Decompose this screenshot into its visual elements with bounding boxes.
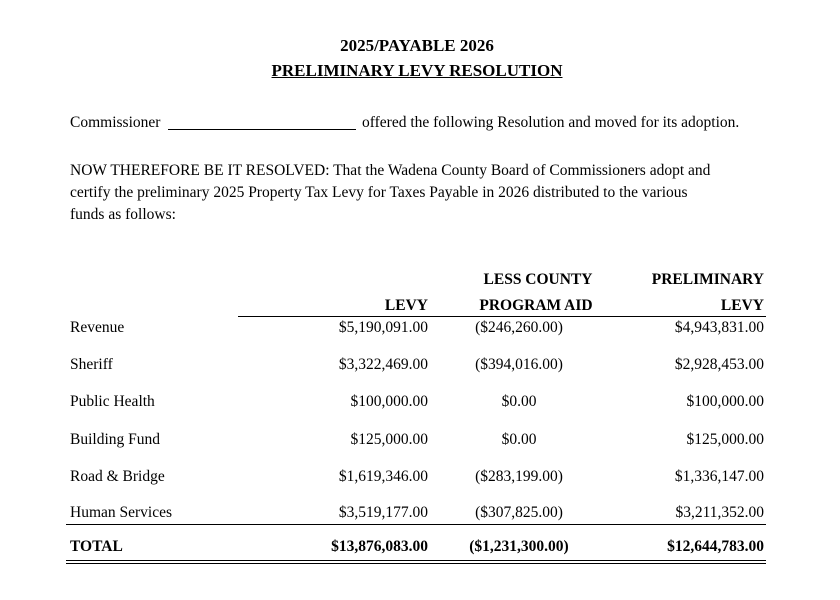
aid-header-line1: LESS COUNTY: [483, 271, 593, 288]
aid-header-line2: PROGRAM AID: [479, 297, 593, 314]
resolution-line-1: NOW THEREFORE BE IT RESOLVED: That the Wadena County Board of Commissioners adopt and: [70, 162, 711, 179]
total-bottom-rule-1: [66, 560, 766, 561]
levy-value: $3,322,469.00: [338, 356, 428, 373]
preliminary-value: $2,928,453.00: [674, 356, 764, 373]
aid-value: ($307,825.00): [475, 504, 563, 521]
header-rule: [238, 316, 766, 317]
levy-value: $5,190,091.00: [338, 319, 428, 336]
fund-label: Sheriff: [70, 356, 113, 373]
prelim-header-line1: PRELIMINARY: [651, 271, 764, 288]
fund-label: Public Health: [70, 393, 155, 410]
commissioner-label: Commissioner: [70, 114, 161, 131]
total-preliminary: $12,644,783.00: [667, 538, 764, 555]
document-subtitle: PRELIMINARY LEVY RESOLUTION: [271, 61, 563, 80]
levy-value: $125,000.00: [350, 431, 428, 448]
preliminary-value: $125,000.00: [686, 431, 764, 448]
aid-value: $0.00: [501, 393, 537, 410]
total-top-rule: [66, 524, 766, 525]
total-levy: $13,876,083.00: [331, 538, 428, 555]
resolution-paragraph: [70, 160, 770, 226]
preliminary-value: $1,336,147.00: [674, 468, 764, 485]
resolution-line-3: funds as follows:: [70, 206, 176, 223]
total-bottom-rule-2: [66, 563, 766, 564]
fund-label: Human Services: [70, 504, 173, 521]
document-title: 2025/PAYABLE 2026: [340, 36, 494, 55]
aid-value: ($283,199.00): [475, 468, 563, 485]
commissioner-name-blank: [168, 129, 356, 130]
fund-label: Road & Bridge: [70, 468, 165, 485]
prelim-header-line2: LEVY: [720, 297, 764, 314]
levy-header: LEVY: [384, 297, 428, 314]
aid-value: ($394,016.00): [475, 356, 563, 373]
preliminary-value: $100,000.00: [686, 393, 764, 410]
fund-label: Revenue: [70, 319, 125, 336]
levy-value: $3,519,177.00: [338, 504, 428, 521]
total-aid: ($1,231,300.00): [469, 538, 569, 555]
offered-text: offered the following Resolution and moved for its adoption.: [362, 114, 740, 131]
resolution-line-2: certify the preliminary 2025 Property Tax Levy for Taxes Payable in 2026 distributed to the various: [70, 184, 688, 201]
preliminary-value: $4,943,831.00: [674, 319, 764, 336]
levy-value: $1,619,346.00: [338, 468, 428, 485]
preliminary-value: $3,211,352.00: [675, 504, 764, 521]
aid-value: $0.00: [501, 431, 537, 448]
fund-label: Building Fund: [70, 431, 161, 448]
levy-value: $100,000.00: [350, 393, 428, 410]
total-label: TOTAL: [70, 538, 123, 555]
aid-value: ($246,260.00): [475, 319, 563, 336]
